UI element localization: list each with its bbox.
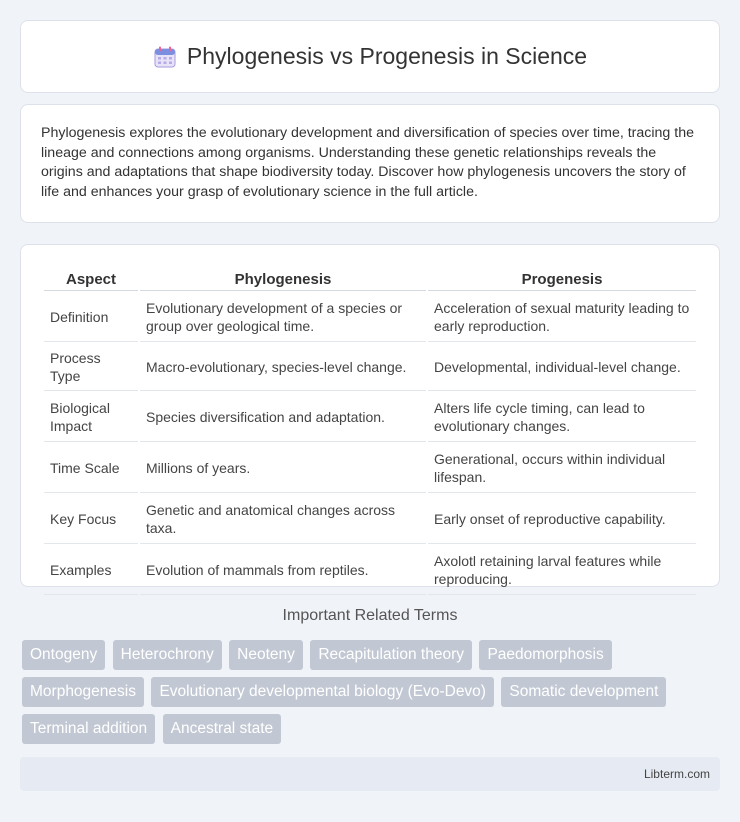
related-terms-title: Important Related Terms (282, 607, 458, 624)
row-progenesis: Alters life cycle timing, can lead to evolutionary changes. (428, 393, 696, 442)
table-row (44, 293, 696, 342)
tag-somatic-development[interactable]: Somatic development (501, 677, 666, 707)
row-aspect: Time Scale (44, 444, 138, 493)
row-phylogenesis: Evolution of mammals from reptiles. (140, 546, 426, 595)
tag-evo-devo[interactable]: Evolutionary developmental biology (Evo-Devo) (151, 677, 494, 707)
tag-recapitulation-theory[interactable]: Recapitulation theory (310, 640, 472, 670)
table-row (44, 495, 696, 544)
tag-heterochrony[interactable]: Heterochrony (113, 640, 222, 670)
table-header-row (44, 267, 696, 291)
header-progenesis: Progenesis (428, 267, 696, 291)
tag-ancestral-state[interactable]: Ancestral state (163, 714, 282, 744)
table-row (44, 344, 696, 391)
row-progenesis: Developmental, individual-level change. (428, 344, 696, 391)
tag-morphogenesis[interactable]: Morphogenesis (22, 677, 144, 707)
row-aspect: Biological Impact (44, 393, 138, 442)
comparison-card (20, 244, 720, 587)
row-phylogenesis: Genetic and anatomical changes across taxa. (140, 495, 426, 544)
footer-site-link[interactable]: Libterm.com (643, 767, 710, 781)
row-aspect: Process Type (44, 344, 138, 391)
row-progenesis: Axolotl retaining larval features while reproducing. (428, 546, 696, 595)
intro-card (20, 104, 720, 223)
page-title: Phylogenesis vs Progenesis in Science (186, 43, 588, 69)
row-aspect: Definition (44, 293, 138, 342)
table-row (44, 444, 696, 493)
footer (20, 757, 720, 791)
related-terms-list (22, 640, 722, 751)
row-aspect: Key Focus (44, 495, 138, 544)
row-progenesis: Generational, occurs within individual lifespan. (428, 444, 696, 493)
table-row (44, 393, 696, 442)
comparison-table (42, 265, 698, 597)
row-aspect: Examples (44, 546, 138, 595)
calendar-icon (153, 45, 177, 69)
row-phylogenesis: Millions of years. (140, 444, 426, 493)
tag-ontogeny[interactable]: Ontogeny (22, 640, 105, 670)
table-row (44, 546, 696, 595)
header-card (20, 20, 720, 93)
tag-paedomorphosis[interactable]: Paedomorphosis (479, 640, 611, 670)
intro-text: Phylogenesis explores the evolutionary development and diversification of species over time, tracing the lineage and connections among organisms. Understanding these genetic relationships reveals the origins and adaptations that shape biodiversity today. Discover how phylogenesis uncovers the story of life and enhances your grasp of evolutionary science in the full article. (41, 125, 694, 200)
row-phylogenesis: Evolutionary development of a species or group over geological time. (140, 293, 426, 342)
tag-terminal-addition[interactable]: Terminal addition (22, 714, 155, 744)
row-progenesis: Early onset of reproductive capability. (428, 495, 696, 544)
row-progenesis: Acceleration of sexual maturity leading to early reproduction. (428, 293, 696, 342)
header-aspect: Aspect (44, 267, 138, 291)
header-phylogenesis: Phylogenesis (140, 267, 426, 291)
tag-neoteny[interactable]: Neoteny (229, 640, 303, 670)
row-phylogenesis: Macro-evolutionary, species-level change. (140, 344, 426, 391)
row-phylogenesis: Species diversification and adaptation. (140, 393, 426, 442)
